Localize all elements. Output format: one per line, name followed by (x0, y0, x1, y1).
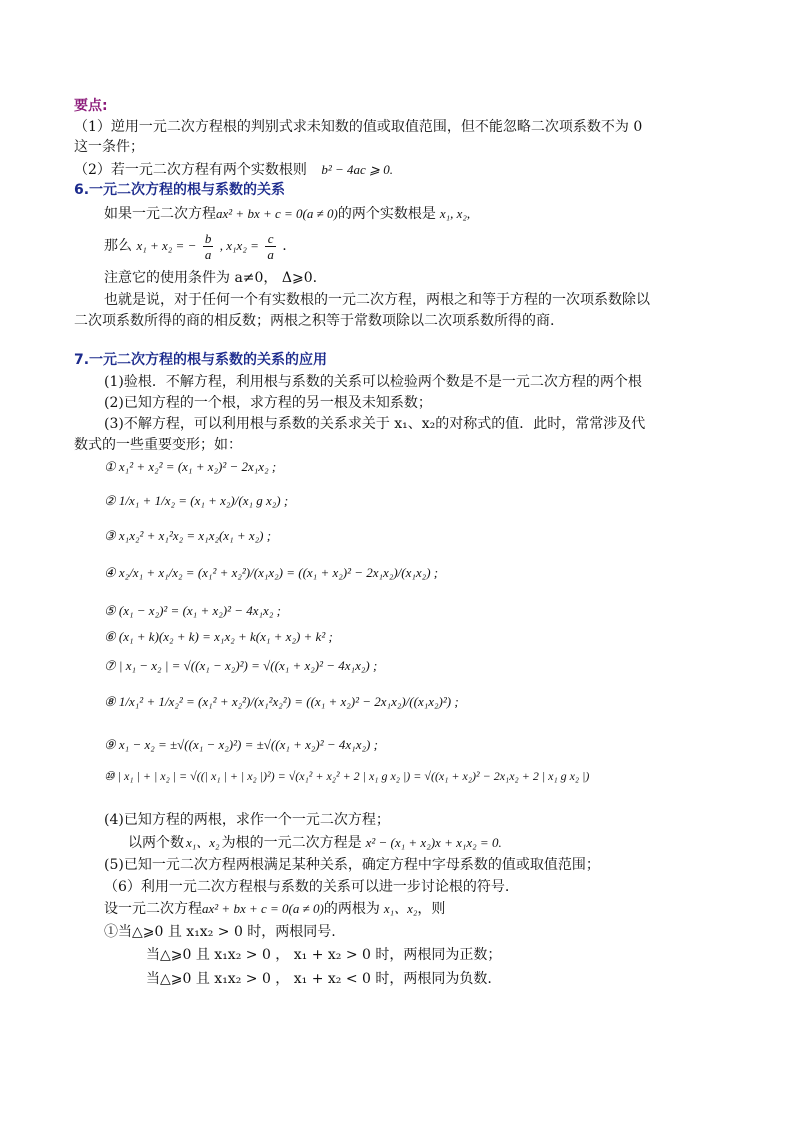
formula-1: ① x₁² + x₂² = (x₁ + x₂)² − 2x₁x₂ ; (104, 459, 277, 474)
a4b-mid: 为根的一元二次方程是 (221, 835, 362, 851)
sign-case-1: ①当△⩾0 且 x₁x₂ > 0 时，两根同号. (104, 924, 336, 940)
section-6-line-2 (104, 228, 287, 264)
key-point-2 (74, 160, 393, 180)
roots-label: x₁, x₂, (439, 206, 471, 221)
s6-l1-tail: 的两个实数根是 (337, 206, 436, 222)
formula-9: ⑨ x₁ − x₂ = ±√((x₁ − x₂)²) = ±√((x₁ + x₂)² − 4x₁x₂) ; (104, 737, 378, 752)
section-6-line-4b: 二次项系数所得的商的相反数；两根之积等于常数项除以二次项系数所得的商. (74, 313, 555, 329)
quadratic-equation-formula: ax² + bx + c = 0(a ≠ 0) (216, 206, 338, 221)
a4b-vars: x₁、x₂ (186, 835, 220, 850)
a6b-text: 设一元二次方程 (104, 901, 202, 917)
formula-2: ② 1/x₁ + 1/x₂ = (x₁ + x₂)/(x₁ g x₂) ; (104, 493, 289, 508)
key-point-1b: 这一条件； (74, 139, 144, 155)
formula-7: ⑦ | x₁ − x₂ | = √((x₁ − x₂)²) = √((x₁ + x₂)² − 4x₁x₂) ; (104, 658, 378, 673)
a4b-text: 以两个数 (128, 835, 184, 851)
key-point-2-text: （2）若一元二次方程有两个实数根则 (74, 162, 307, 178)
sum-fraction (203, 231, 214, 262)
a6b-roots: x₁、x₂ (383, 901, 418, 916)
sign-case-2: 当△⩾0 且 x₁x₂ > 0 ， x₁ + x₂ > 0 时，两根同为正数； (146, 947, 502, 963)
app-item-6b (104, 899, 445, 919)
formula-5: ⑤ (x₁ − x₂)² = (x₁ + x₂)² − 4x₁x₂ ; (104, 603, 281, 618)
product-denominator: a (267, 246, 274, 262)
product-fraction (265, 231, 276, 262)
constructed-equation: x² − (x₁ + x₂)x + x₁x₂ = 0. (365, 835, 502, 850)
app-item-4b (128, 833, 502, 853)
s6-l2-prefix: 那么 (104, 238, 132, 254)
formula-3: ③ x₁x₂² + x₁²x₂ = x₁x₂(x₁ + x₂) ; (104, 528, 272, 543)
discriminant-formula: b² − 4ac ⩾ 0. (321, 162, 393, 177)
app-item-3b: 数式的一些重要变形；如： (74, 437, 242, 453)
formula-6: ⑥ (x₁ + k)(x₂ + k) = x₁x₂ + k(x₁ + x₂) + k² ; (104, 629, 333, 644)
section-6-line-3: 注意它的使用条件为 a≠0， Δ⩾0. (104, 270, 318, 286)
product-of-roots-lhs: , x₁x₂ = (219, 238, 259, 253)
sum-of-roots-lhs: x₁ + x₂ = − (136, 238, 197, 253)
section-6-line-4a: 也就是说，对于任何一个有实数根的一元二次方程，两根之和等于方程的一次项系数除以 (104, 292, 650, 308)
a6b-tail: 的两根为 (323, 901, 380, 917)
formula-8: ⑧ 1/x₁² + 1/x₂² = (x₁² + x₂²)/(x₁²x₂²) = ((x₁ + x₂)² − 2x₁x₂)/((x₁x₂)²) ; (104, 694, 459, 709)
a6b-formula: ax² + bx + c = 0(a ≠ 0) (202, 901, 324, 916)
app-item-1: (1)验根．不解方程，利用根与系数的关系可以检验两个数是不是一元二次方程的两个根 (104, 374, 642, 390)
formula-4: ④ x₂/x₁ + x₁/x₂ = (x₁² + x₂²)/(x₁x₂) = ((x₁ + x₂)² − 2x₁x₂)/(x₁x₂) ; (104, 565, 439, 580)
sum-numerator: b (204, 230, 212, 246)
sign-case-3: 当△⩾0 且 x₁x₂ > 0 ， x₁ + x₂ < 0 时，两根同为负数. (146, 971, 492, 987)
key-points-title: 要点: (74, 98, 108, 114)
app-item-2: (2)已知方程的一个根，求方程的另一根及未知系数； (104, 395, 432, 411)
section-6-title: 6.一元二次方程的根与系数的关系 (74, 182, 286, 198)
section-7-title: 7.一元二次方程的根与系数的关系的应用 (74, 352, 328, 368)
s6-l2-end: . (282, 238, 287, 254)
s6-l1-text: 如果一元二次方程 (104, 206, 216, 222)
sum-denominator: a (204, 246, 212, 262)
section-6-line-1 (104, 204, 470, 224)
key-point-1a: （1）逆用一元二次方程根的判别式求未知数的值或取值范围，但不能忽略二次项系数不为 0 (74, 119, 643, 135)
app-item-4: (4)已知方程的两根，求作一个一元二次方程； (104, 812, 390, 828)
app-item-5: (5)已知一元二次方程两根满足某种关系，确定方程中字母系数的值或取值范围； (104, 857, 600, 873)
app-item-6: （6）利用一元二次方程根与系数的关系可以进一步讨论根的符号. (104, 879, 510, 895)
product-numerator: c (265, 231, 276, 247)
a6b-end: ，则 (417, 901, 446, 917)
formula-10: ⑩ | x₁ | + | x₂ | = √((| x₁ | + | x₂ |)²) = √(x₁² + x₂² + 2 | x₁ g x₂ |) = √((x₁ + x₂)² − 2x₁x₂ + 2 | x₁ g x₂ |) (104, 769, 590, 783)
app-item-3a: (3)不解方程，可以利用根与系数的关系求关于 x₁、x₂的对称式的值．此时，常常涉及代 (104, 416, 646, 432)
